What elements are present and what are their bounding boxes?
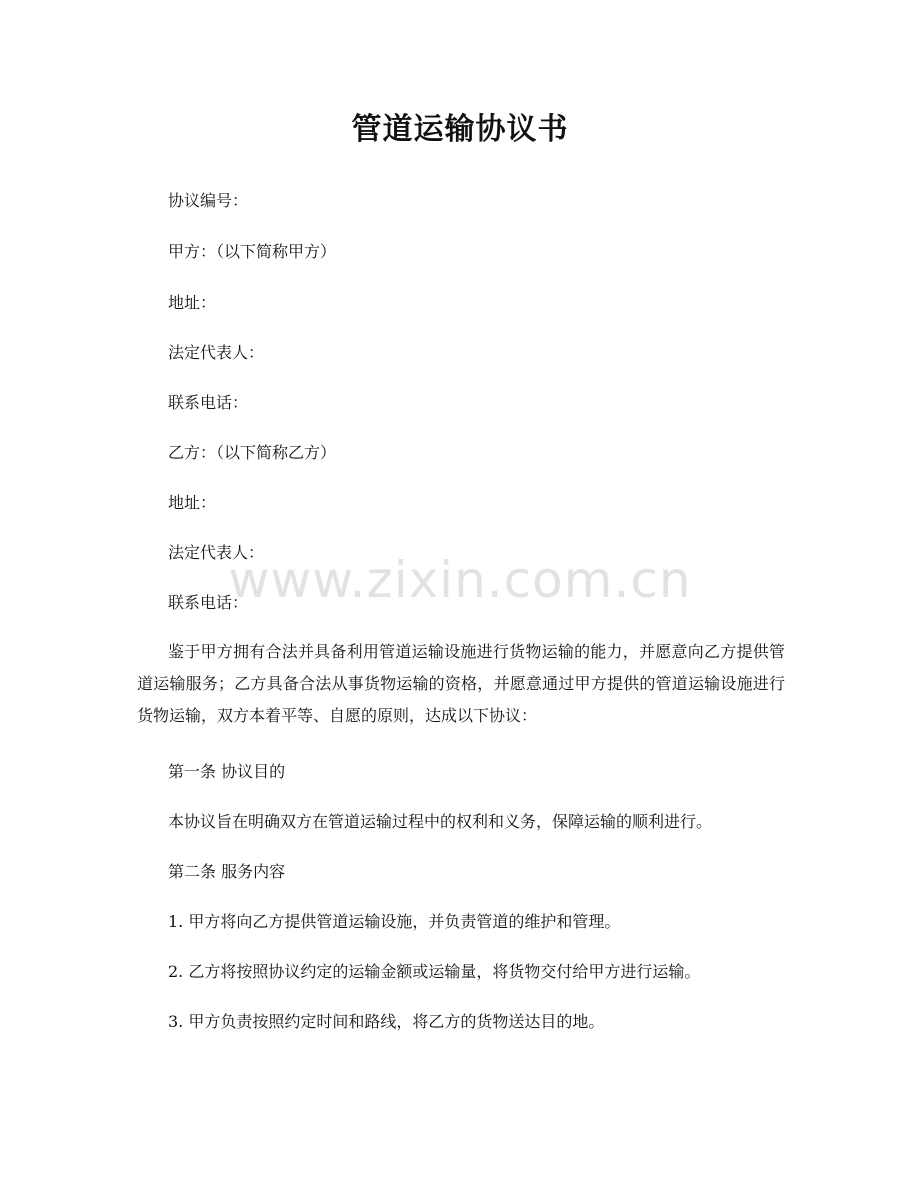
party-a-phone-field: 联系电话： bbox=[168, 393, 249, 412]
agreement-number-field: 协议编号： bbox=[168, 191, 249, 210]
article-1-text: 本协议旨在明确双方在管道运输过程中的权利和义务，保障运输的顺利进行。 bbox=[168, 812, 713, 831]
party-b-phone-field: 联系电话： bbox=[168, 593, 249, 612]
party-b-representative-field: 法定代表人： bbox=[168, 543, 265, 562]
article-2-item: 3. 甲方负责按照约定时间和路线，将乙方的货物送达目的地。 bbox=[168, 1012, 605, 1031]
preamble-paragraph: 鉴于甲方拥有合法并具备利用管道运输设施进行货物运输的能力，并愿意向乙方提供管道运输服务；乙方具备合法从事货物运输的资格，并愿意通过甲方提供的管道运输设施进行货物运输，双方本着平等、自愿的原则，达成以下协议： bbox=[137, 642, 785, 725]
party-a-field: 甲方：（以下简称甲方） bbox=[168, 242, 337, 261]
party-a-address-field: 地址： bbox=[168, 293, 217, 312]
watermark: www.zixin.com.cn bbox=[228, 551, 692, 609]
party-a-representative-field: 法定代表人： bbox=[168, 343, 265, 362]
party-b-address-field: 地址： bbox=[168, 493, 217, 512]
document-title: 管道运输协议书 bbox=[351, 112, 569, 147]
party-b-field: 乙方：（以下简称乙方） bbox=[168, 443, 337, 462]
article-2-item: 2. 乙方将按照协议约定的运输金额或运输量，将货物交付给甲方进行运输。 bbox=[168, 962, 701, 981]
article-1-heading: 第一条 协议目的 bbox=[168, 762, 286, 781]
article-2-item: 1. 甲方将向乙方提供管道运输设施，并负责管道的维护和管理。 bbox=[168, 912, 621, 931]
article-2-heading: 第二条 服务内容 bbox=[168, 862, 286, 881]
